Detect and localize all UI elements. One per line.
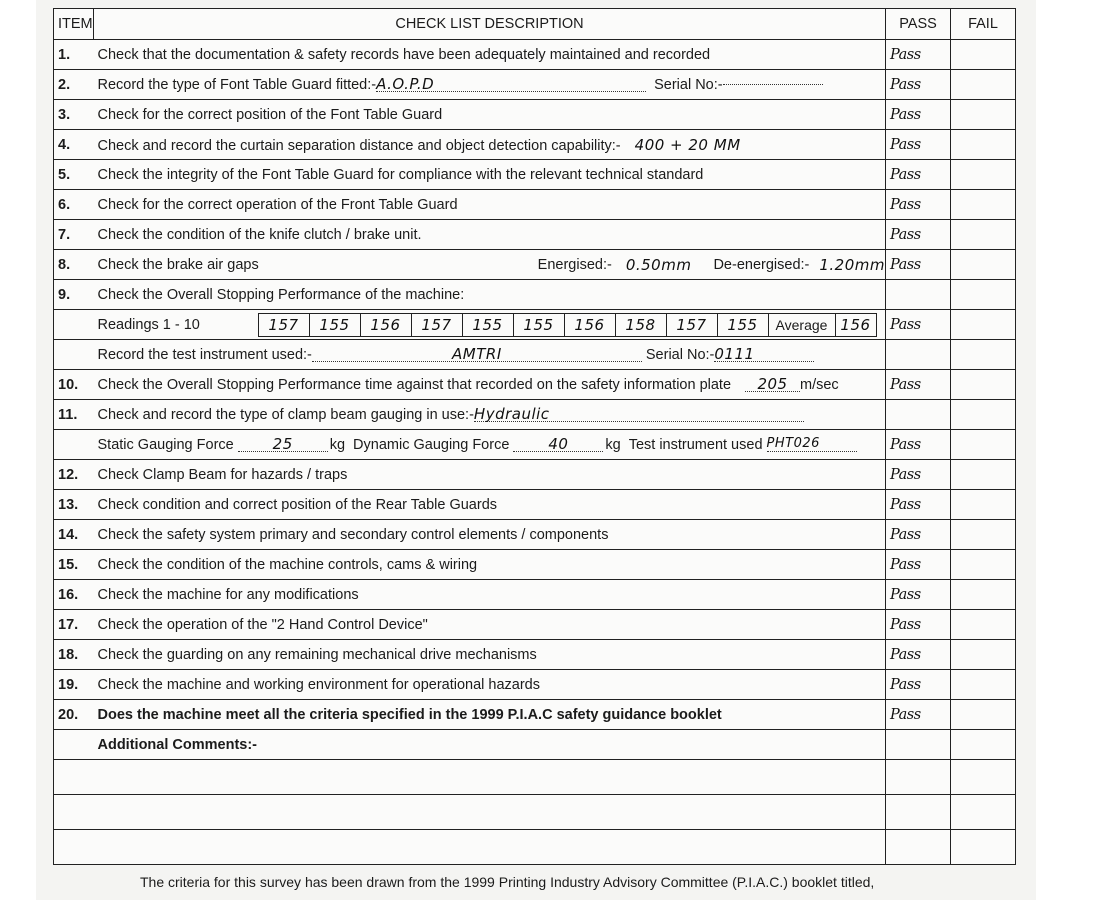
deenergised-value: 1.20mm xyxy=(819,255,885,274)
kg-unit: kg xyxy=(605,436,621,453)
header-row xyxy=(54,9,1016,40)
pass-mark: Pass xyxy=(886,550,951,580)
checklist-row-6 xyxy=(54,190,1016,220)
gauging-row xyxy=(54,430,1016,460)
reading-value: 157 xyxy=(258,313,309,337)
fail-cell xyxy=(951,70,1016,100)
item-number-blank xyxy=(54,310,94,340)
fail-cell xyxy=(951,370,1016,400)
reading-value: 155 xyxy=(513,313,564,337)
fail-cell xyxy=(951,310,1016,340)
pass-mark: Pass xyxy=(886,40,951,70)
item-description: Check the condition of the machine controls, cams & wiring xyxy=(94,550,886,580)
energised-value: 0.50mm xyxy=(625,255,692,274)
item-description: Check the safety system primary and secondary control elements / components xyxy=(94,520,886,550)
fail-cell xyxy=(951,490,1016,520)
checklist-row-10 xyxy=(54,370,1016,400)
pass-mark: Pass xyxy=(886,220,951,250)
item-number: 10. xyxy=(54,370,94,400)
item-number: 15. xyxy=(54,550,94,580)
checklist-row-18 xyxy=(54,640,1016,670)
instrument-label: Record the test instrument used:- xyxy=(97,346,312,363)
readings-label: Readings 1 - 10 xyxy=(97,316,200,333)
checklist-row-2 xyxy=(54,70,1016,100)
instrument-used-label: Test instrument used xyxy=(628,436,763,453)
serial-label: Serial No:- xyxy=(645,346,715,363)
serial-value: 0111 xyxy=(714,347,814,362)
item-description: Check the guarding on any remaining mechanical drive mechanisms xyxy=(94,640,886,670)
item-number: 13. xyxy=(54,490,94,520)
pass-cell xyxy=(886,280,951,310)
fail-cell xyxy=(951,520,1016,550)
comments-header-row xyxy=(54,730,1016,760)
fail-cell xyxy=(951,40,1016,70)
header-item: ITEM xyxy=(54,9,94,40)
item-number: 9. xyxy=(54,280,94,310)
fail-cell xyxy=(951,730,1016,760)
comments-label: Additional Comments:- xyxy=(94,730,886,760)
pass-mark: Pass xyxy=(886,370,951,400)
serial-value xyxy=(723,84,823,85)
item-number-blank xyxy=(54,730,94,760)
item-number: 6. xyxy=(54,190,94,220)
item-description xyxy=(94,400,886,430)
pass-cell xyxy=(886,340,951,370)
reading-value: 155 xyxy=(309,313,360,337)
checklist-row-12 xyxy=(54,460,1016,490)
item-number-blank xyxy=(54,430,94,460)
item-description: Check the integrity of the Font Table Guard for compliance with the relevant technical standard xyxy=(94,160,886,190)
guard-type-value: A.O.P.D xyxy=(376,77,646,92)
checklist-row-5 xyxy=(54,160,1016,190)
header-pass: PASS xyxy=(886,9,951,40)
instrument-used-value: PHT026 xyxy=(767,437,857,452)
static-label: Static Gauging Force xyxy=(97,436,234,453)
reading-value: 157 xyxy=(411,313,462,337)
checklist-row-9 xyxy=(54,280,1016,310)
item-description: Check the machine and working environment for operational hazards xyxy=(94,670,886,700)
checklist-row-3 xyxy=(54,100,1016,130)
item-number: 3. xyxy=(54,100,94,130)
checklist-row-4 xyxy=(54,130,1016,160)
dynamic-value: 40 xyxy=(513,437,603,452)
pass-mark: Pass xyxy=(886,430,951,460)
item-description xyxy=(94,370,886,400)
item-description: Check the condition of the knife clutch / brake unit. xyxy=(94,220,886,250)
item-description: Check the machine for any modifications xyxy=(94,580,886,610)
item-number: 16. xyxy=(54,580,94,610)
item-text: Check and record the curtain separation distance and object detection capability:- xyxy=(97,137,621,154)
item-description: Check Clamp Beam for hazards / traps xyxy=(94,460,886,490)
item-number: 5. xyxy=(54,160,94,190)
item-number: 12. xyxy=(54,460,94,490)
footer-note: The criteria for this survey has been drawn from the 1999 Printing Industry Advisory Committee (P.I.A.C.) booklet titled, xyxy=(140,874,875,890)
readings-row xyxy=(54,310,1016,340)
reading-value: 155 xyxy=(462,313,513,337)
item-description: Check condition and correct position of the Rear Table Guards xyxy=(94,490,886,520)
gauging-type-value: Hydraulic xyxy=(474,407,804,422)
fail-cell xyxy=(951,280,1016,310)
static-value: 25 xyxy=(238,437,328,452)
time-unit: m/sec xyxy=(800,376,839,393)
fail-cell xyxy=(951,640,1016,670)
item-description: Check for the correct operation of the Front Table Guard xyxy=(94,190,886,220)
pass-mark: Pass xyxy=(886,460,951,490)
fail-cell xyxy=(951,700,1016,730)
item-number: 2. xyxy=(54,70,94,100)
comments-line xyxy=(54,795,1016,830)
item-text: Check and record the type of clamp beam gauging in use:- xyxy=(97,406,474,423)
pass-mark: Pass xyxy=(886,580,951,610)
fail-cell xyxy=(951,400,1016,430)
average-value: 156 xyxy=(835,313,877,337)
item-text: Check the brake air gaps xyxy=(97,256,259,273)
pass-mark: Pass xyxy=(886,70,951,100)
item-number: 7. xyxy=(54,220,94,250)
fail-cell xyxy=(951,460,1016,490)
checklist-row-16 xyxy=(54,580,1016,610)
checklist-row-13 xyxy=(54,490,1016,520)
item-number: 8. xyxy=(54,250,94,280)
pass-mark: Pass xyxy=(886,520,951,550)
item-description: Does the machine meet all the criteria specified in the 1999 P.I.A.C safety guidance booklet xyxy=(94,700,886,730)
checklist-row-17 xyxy=(54,610,1016,640)
reading-value: 156 xyxy=(360,313,411,337)
reading-value: 158 xyxy=(615,313,666,337)
reading-value: 157 xyxy=(666,313,717,337)
reading-value: 155 xyxy=(717,313,768,337)
fail-cell xyxy=(951,100,1016,130)
item-number: 19. xyxy=(54,670,94,700)
fail-cell xyxy=(951,130,1016,160)
fail-cell xyxy=(951,550,1016,580)
comments-line xyxy=(54,760,1016,795)
item-text: Check the Overall Stopping Performance time against that recorded on the safety information plate xyxy=(97,376,732,393)
item-number: 18. xyxy=(54,640,94,670)
pass-mark: Pass xyxy=(886,490,951,520)
pass-mark: Pass xyxy=(886,190,951,220)
average-label: Average xyxy=(768,313,835,337)
item-description: Check the Overall Stopping Performance of the machine: xyxy=(94,280,886,310)
header-description: CHECK LIST DESCRIPTION xyxy=(94,9,886,40)
fail-cell xyxy=(951,220,1016,250)
pass-mark: Pass xyxy=(886,700,951,730)
fail-cell xyxy=(951,610,1016,640)
separation-value: 400 + 20 MM xyxy=(634,135,741,154)
item-number: 1. xyxy=(54,40,94,70)
pass-mark: Pass xyxy=(886,160,951,190)
header-fail: FAIL xyxy=(951,9,1016,40)
item-description xyxy=(94,130,886,160)
item-number: 11. xyxy=(54,400,94,430)
fail-cell xyxy=(951,580,1016,610)
kg-unit: kg xyxy=(329,436,346,453)
item-number: 20. xyxy=(54,700,94,730)
fail-cell xyxy=(951,190,1016,220)
checklist-row-8 xyxy=(54,250,1016,280)
item-description: Check that the documentation & safety records have been adequately maintained and recorded xyxy=(94,40,886,70)
instrument-cell xyxy=(94,340,886,370)
checklist-row-19 xyxy=(54,670,1016,700)
pass-mark: Pass xyxy=(886,250,951,280)
dynamic-label: Dynamic Gauging Force xyxy=(353,436,510,453)
pass-cell xyxy=(886,730,951,760)
fail-cell xyxy=(951,340,1016,370)
checklist-row-11 xyxy=(54,400,1016,430)
checklist-row-20 xyxy=(54,700,1016,730)
time-value: 205 xyxy=(745,377,800,392)
deenergised-label: De-energised:- xyxy=(713,256,810,273)
reading-value: 156 xyxy=(564,313,615,337)
fail-cell xyxy=(951,160,1016,190)
checklist-row-14 xyxy=(54,520,1016,550)
pass-mark: Pass xyxy=(886,100,951,130)
item-number-blank xyxy=(54,340,94,370)
readings-cell xyxy=(94,310,886,340)
serial-label: Serial No:- xyxy=(654,76,723,93)
item-description: Check the operation of the "2 Hand Control Device" xyxy=(94,610,886,640)
pass-mark: Pass xyxy=(886,640,951,670)
checklist-row-1 xyxy=(54,40,1016,70)
pass-mark: Pass xyxy=(886,610,951,640)
fail-cell xyxy=(951,670,1016,700)
item-description xyxy=(94,70,886,100)
checklist-row-15 xyxy=(54,550,1016,580)
gauging-cell xyxy=(94,430,886,460)
item-description xyxy=(94,250,886,280)
item-description: Check for the correct position of the Font Table Guard xyxy=(94,100,886,130)
item-number: 4. xyxy=(54,130,94,160)
pass-cell xyxy=(886,400,951,430)
item-number: 17. xyxy=(54,610,94,640)
fail-cell xyxy=(951,430,1016,460)
instrument-row xyxy=(54,340,1016,370)
pass-mark: Pass xyxy=(886,670,951,700)
energised-label: Energised:- xyxy=(537,256,612,273)
checklist-row-7 xyxy=(54,220,1016,250)
instrument-value: AMTRI xyxy=(312,347,642,362)
checklist-table xyxy=(53,8,1016,865)
pass-mark: Pass xyxy=(886,130,951,160)
item-text: Record the type of Font Table Guard fitted:- xyxy=(97,76,377,93)
pass-mark: Pass xyxy=(886,310,951,340)
item-number: 14. xyxy=(54,520,94,550)
comments-line xyxy=(54,830,1016,865)
fail-cell xyxy=(951,250,1016,280)
